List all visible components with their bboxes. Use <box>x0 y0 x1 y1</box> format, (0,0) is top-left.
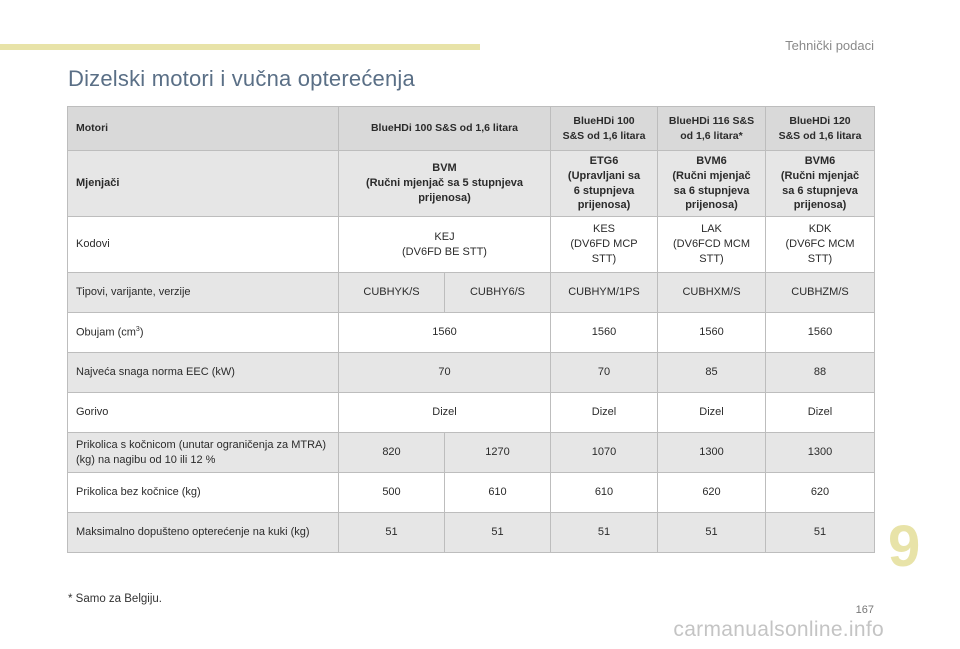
row-label: Tipovi, varijante, verzije <box>68 273 339 313</box>
table-cell: 70 <box>551 353 658 393</box>
row-label: Maksimalno dopušteno opterećenje na kuki (kg) <box>68 513 339 553</box>
table-cell: KDK (DV6FC MCM STT) <box>766 217 875 273</box>
table-cell: KEJ (DV6FD BE STT) <box>339 217 551 273</box>
watermark: carmanualsonline.info <box>673 618 884 641</box>
table-row-displacement <box>68 313 875 353</box>
row-label: Prikolica s kočnicom (unutar ograničenja za MTRA) (kg) na nagibu od 10 ili 12 % <box>68 433 339 473</box>
table-cell: 1560 <box>551 313 658 353</box>
table-cell: 51 <box>339 513 445 553</box>
table-cell: 820 <box>339 433 445 473</box>
top-accent-bar <box>0 44 480 50</box>
table-cell: BVM6 (Ručni mjenjač sa 6 stupnjeva prijenosa) <box>658 151 766 217</box>
row-label: Gorivo <box>68 393 339 433</box>
table-cell: 1270 <box>445 433 551 473</box>
table-cell: 70 <box>339 353 551 393</box>
table-cell: Dizel <box>339 393 551 433</box>
row-label: Mjenjači <box>68 151 339 217</box>
table-cell: BlueHDi 100 S&S od 1,6 litara <box>551 107 658 151</box>
table-row-gearboxes <box>68 151 875 217</box>
page-title: Dizelski motori i vučna opterećenja <box>68 66 415 91</box>
table-cell: CUBHXM/S <box>658 273 766 313</box>
table-cell: 1300 <box>658 433 766 473</box>
table-cell: 610 <box>551 473 658 513</box>
table-cell: BVM6 (Ručni mjenjač sa 6 stupnjeva prijenosa) <box>766 151 875 217</box>
table-cell: 1560 <box>766 313 875 353</box>
table-row-types <box>68 273 875 313</box>
table-row-engines <box>68 107 875 151</box>
table-cell: CUBHYM/1PS <box>551 273 658 313</box>
label-superscript: 3 <box>135 325 140 333</box>
table-cell: 1560 <box>339 313 551 353</box>
table-cell: Dizel <box>658 393 766 433</box>
page-number: 167 <box>855 604 874 616</box>
row-label: Najveća snaga norma EEC (kW) <box>68 353 339 393</box>
chapter-number: 9 <box>888 514 921 579</box>
label-text: Obujam (cm <box>76 326 136 339</box>
table-cell: CUBHYK/S <box>339 273 445 313</box>
table-cell: 85 <box>658 353 766 393</box>
table-cell: Dizel <box>551 393 658 433</box>
table-row-codes <box>68 217 875 273</box>
label-text-end: ) <box>139 326 144 339</box>
table-cell: ETG6 (Upravljani sa 6 stupnjeva prijenosa) <box>551 151 658 217</box>
table-cell: 51 <box>445 513 551 553</box>
row-label: Prikolica bez kočnice (kg) <box>68 473 339 513</box>
row-label: Kodovi <box>68 217 339 273</box>
table-cell: 51 <box>766 513 875 553</box>
table-cell: 51 <box>551 513 658 553</box>
table-cell: 610 <box>445 473 551 513</box>
table-cell: 88 <box>766 353 875 393</box>
table-cell: 51 <box>658 513 766 553</box>
table-cell: BlueHDi 120 S&S od 1,6 litara <box>766 107 875 151</box>
table-cell: 500 <box>339 473 445 513</box>
table-row-power <box>68 353 875 393</box>
table-cell: 1070 <box>551 433 658 473</box>
row-label <box>68 313 339 353</box>
table-row-towball-load <box>68 513 875 553</box>
table-cell: LAK (DV6FCD MCM STT) <box>658 217 766 273</box>
table-row-unbraked-trailer <box>68 473 875 513</box>
engine-spec-table <box>67 106 875 553</box>
table-cell: BVM (Ručni mjenjač sa 5 stupnjeva prijenosa) <box>339 151 551 217</box>
table-cell: BlueHDi 116 S&S od 1,6 litara* <box>658 107 766 151</box>
section-label: Tehnički podaci <box>785 38 874 53</box>
footnote: * Samo za Belgiju. <box>68 593 162 605</box>
table-cell: CUBHZM/S <box>766 273 875 313</box>
table-cell: 620 <box>766 473 875 513</box>
row-label: Motori <box>68 107 339 151</box>
table-row-fuel <box>68 393 875 433</box>
table-cell: 620 <box>658 473 766 513</box>
table-cell: 1300 <box>766 433 875 473</box>
table-cell: CUBHY6/S <box>445 273 551 313</box>
table-cell: 1560 <box>658 313 766 353</box>
table-cell: KES (DV6FD MCP STT) <box>551 217 658 273</box>
table-row-braked-trailer <box>68 433 875 473</box>
table-cell: Dizel <box>766 393 875 433</box>
table-cell: BlueHDi 100 S&S od 1,6 litara <box>339 107 551 151</box>
